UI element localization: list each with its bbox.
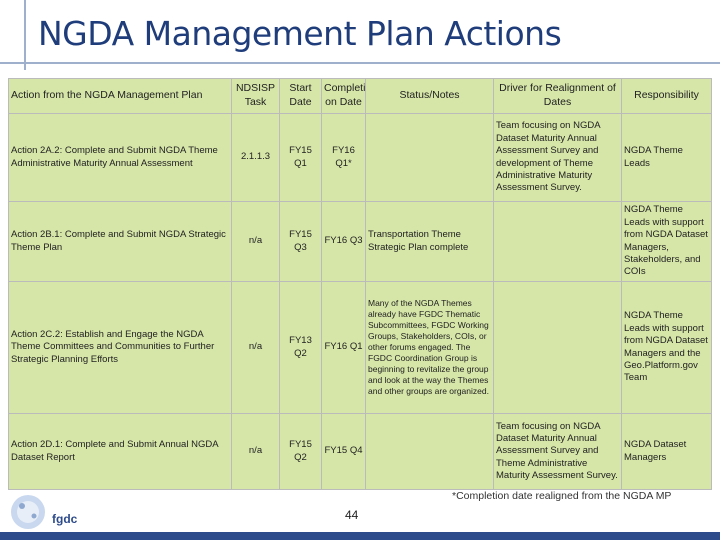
table-header-row (9, 79, 712, 114)
cell-start: FY15 Q1 (280, 114, 322, 202)
table-row (9, 114, 712, 202)
cell-status (366, 114, 494, 202)
title-accent-vertical (24, 0, 26, 70)
cell-completion: FY15 Q4 (322, 414, 366, 490)
cell-status (366, 414, 494, 490)
cell-action: Action 2C.2: Establish and Engage the NGDA Theme Committees and Communities to Further Strategic Planning Efforts (9, 282, 232, 414)
header-driver: Driver for Realignment of Dates (494, 79, 622, 114)
cell-action: Action 2D.1: Complete and Submit Annual NGDA Dataset Report (9, 414, 232, 490)
cell-responsibility: NGDA Theme Leads with support from NGDA Dataset Managers, Stakeholders, and COIs (622, 202, 712, 282)
header-responsibility: Responsibility (622, 79, 712, 114)
cell-task: n/a (232, 414, 280, 490)
cell-responsibility: NGDA Dataset Managers (622, 414, 712, 490)
cell-action: Action 2B.1: Complete and Submit NGDA Strategic Theme Plan (9, 202, 232, 282)
cell-driver: Team focusing on NGDA Dataset Maturity Annual Assessment Survey and development of Theme Administrative Maturity Assessment Survey. (494, 114, 622, 202)
cell-responsibility: NGDA Theme Leads (622, 114, 712, 202)
cell-start: FY15 Q3 (280, 202, 322, 282)
cell-driver (494, 282, 622, 414)
header-ndsisp-task: NDSISP Task (232, 79, 280, 114)
cell-completion: FY16 Q3 (322, 202, 366, 282)
actions-table (8, 78, 712, 490)
cell-start: FY13 Q2 (280, 282, 322, 414)
cell-task: n/a (232, 282, 280, 414)
footnote: *Completion date realigned from the NGDA MP (452, 490, 672, 502)
footer-bar (0, 532, 720, 540)
cell-status: Transportation Theme Strategic Plan complete (366, 202, 494, 282)
slide-title: NGDA Management Plan Actions (38, 14, 562, 53)
header-action: Action from the NGDA Management Plan (9, 79, 232, 114)
cell-driver: Team focusing on NGDA Dataset Maturity Annual Assessment Survey and Theme Administrative Maturity Assessment Survey. (494, 414, 622, 490)
cell-completion: FY16 Q1* (322, 114, 366, 202)
cell-driver (494, 202, 622, 282)
page-number: 44 (345, 508, 359, 522)
cell-task: n/a (232, 202, 280, 282)
table-row (9, 414, 712, 490)
cell-responsibility: NGDA Theme Leads with support from NGDA Dataset Managers and the Geo.Platform.gov Team (622, 282, 712, 414)
header-completion-date: Completi on Date (322, 79, 366, 114)
cell-completion: FY16 Q1 (322, 282, 366, 414)
title-accent-horizontal (0, 62, 720, 64)
cell-status: Many of the NGDA Themes already have FGDC Thematic Subcommittees, FGDC Working Groups, Stakeholders, COIs, or other forums engaged. The FGDC Coordination Group is beginning to revitalize the group and look at the way the Themes and other groups are organized. (366, 282, 494, 414)
cell-start: FY15 Q2 (280, 414, 322, 490)
header-status-notes: Status/Notes (366, 79, 494, 114)
table-row (9, 202, 712, 282)
header-start-date: Start Date (280, 79, 322, 114)
cell-action: Action 2A.2: Complete and Submit NGDA Theme Administrative Maturity Annual Assessment (9, 114, 232, 202)
cell-task: 2.1.1.3 (232, 114, 280, 202)
table-row (9, 282, 712, 414)
fgdc-logo-text: fgdc (52, 512, 78, 526)
